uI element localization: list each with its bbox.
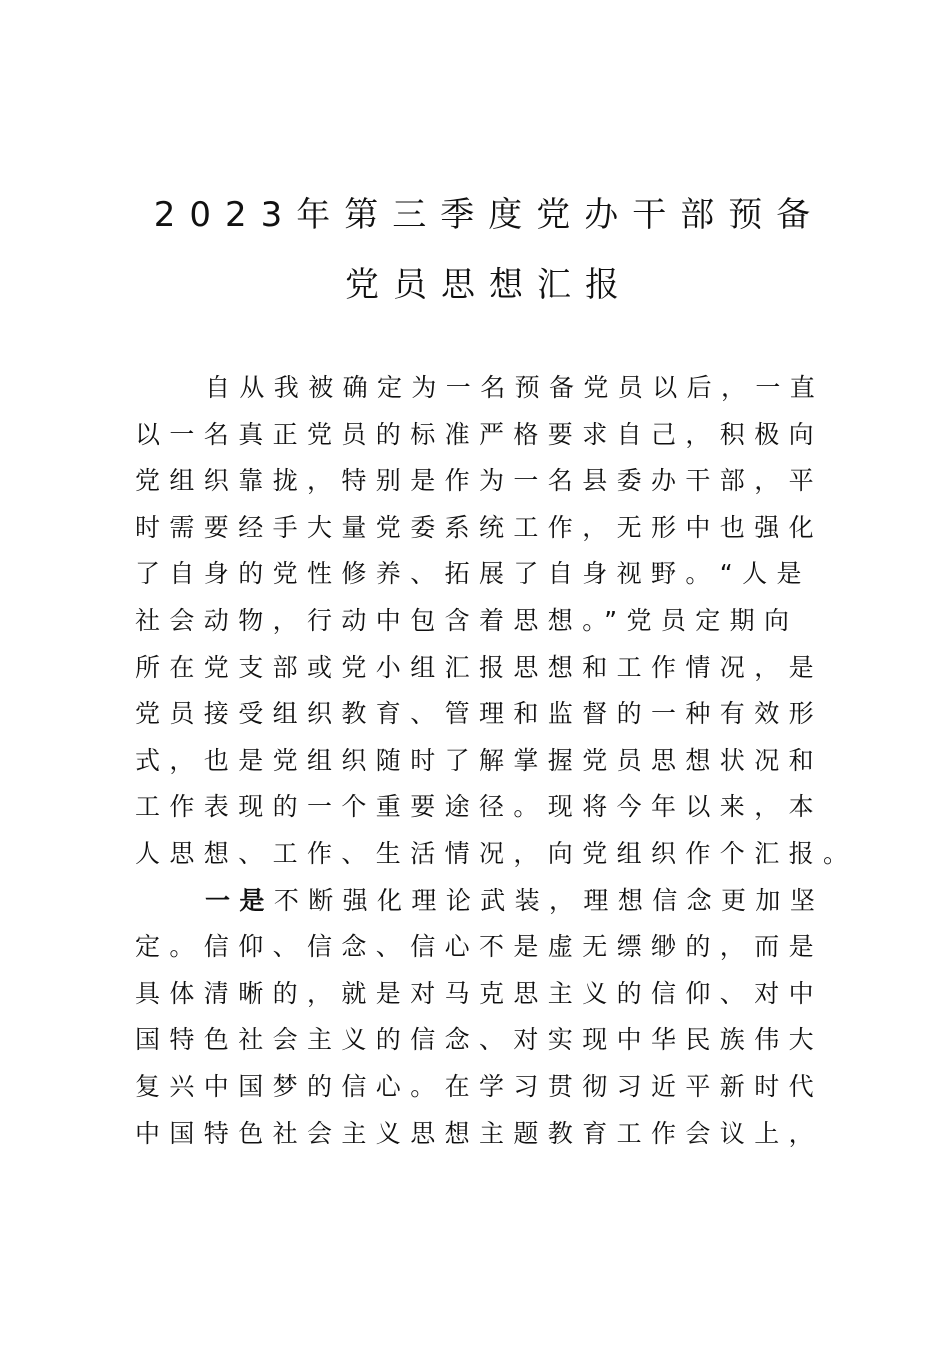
paragraph-line: 复兴中国梦的信心。在学习贯彻习近平新时代 [135,1071,824,1101]
paragraph-line: 定。信仰、信念、信心不是虚无缥缈的，而是 [135,932,824,962]
paragraph-text: 不断强化理论武装，理想信念更加坚 [273,885,825,915]
paragraph-line: 国特色社会主义的信念、对实现中华民族伟大 [135,1025,824,1055]
paragraph-line: 社会动物，行动中包含着思想。”党员定期向 [135,605,799,635]
paragraph-line: 了自身的党性修养、拓展了自身视野。“人是 [135,559,811,589]
paragraph-line: 时需要经手大量党委系统工作，无形中也强化 [135,512,824,542]
paragraph-line: 党员接受组织教育、管理和监督的一种有效形 [135,699,824,729]
paragraph-line: 自从我被确定为一名预备党员以后，一直 [205,373,825,402]
paragraph-line: 式，也是党组织随时了解掌握党员思想状况和 [135,745,824,775]
paragraph-line: 人思想、工作、生活情况，向党组织作个汇报。 [135,838,858,868]
paragraph-line [135,878,855,925]
document-title-line-1: 2023年第三季度党办干部预备 [153,195,825,235]
document-title-line-2: 党员思想汇报 [345,265,633,305]
paragraph-line: 所在党支部或党小组汇报思想和工作情况，是 [135,652,824,682]
paragraph-line: 具体清晰的，就是对马克思主义的信仰、对中 [135,978,824,1008]
paragraph-lead: 一是 [205,885,274,915]
document-body [135,365,858,1157]
paragraph-line: 以一名真正党员的标准严格要求自己，积极向 [135,419,824,449]
paragraph-line: 中国特色社会主义思想主题教育工作会议上， [135,1118,824,1148]
paragraph-line: 工作表现的一个重要途径。现将今年以来，本 [135,792,824,822]
paragraph-line: 党组织靠拢，特别是作为一名县委办干部，平 [135,466,824,496]
